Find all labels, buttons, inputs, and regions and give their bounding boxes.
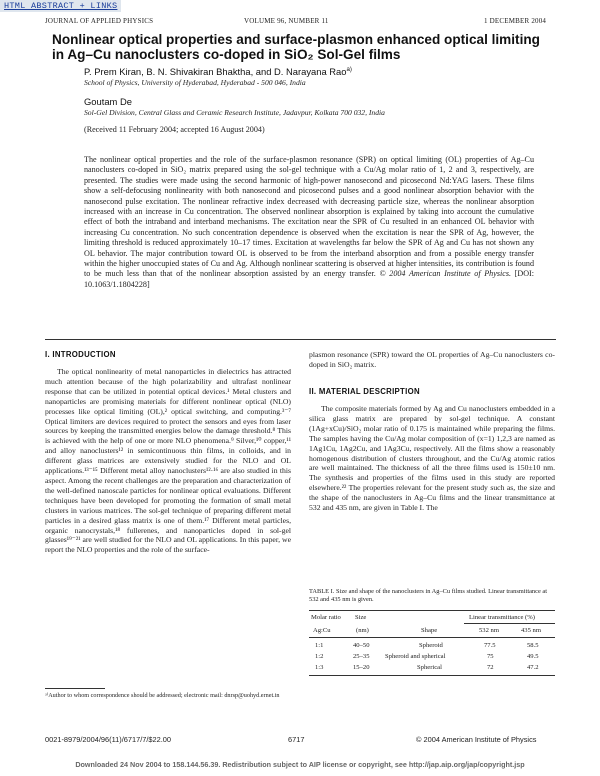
footer-copyright: © 2004 American Institute of Physics [416,735,537,744]
title-line-2: in Ag–Cu nanoclusters co-doped in SiO₂ Sol-Gel films [52,47,401,62]
material-description-text: The composite materials formed by Ag and Cu nanoclusters embedded in a silica glass matrix are prepared by sol-gel technique. A constant (1Ag+xCu)/SiO₂ molar ratio of 0.175 is maintained while preparing the films. The samples having the Cu/Ag molar composition of (x=1) 1,2,3 are named as 1Ag1Cu, 1Ag2Cu, and 1Ag3Cu, respectively. All the films show a reasonably homogenous distribution of clusters throughout, and the Cu/Ag atomic ratios are well maintained. The thickness of all the three films used is 150±10 nm. The synthesis and properties of the films used in this study are reported elsewhere.²² The properties relevant for the present study such as, the size and the shape of the nanoclusters in Ag–Cu films and the linear transmittance at 532 and 435 nm, are given in Table I. The [309,404,555,513]
header-shape: Shape [421,627,438,634]
abstract [84,155,534,290]
page-number: 6717 [288,735,305,744]
table-header-rule [309,637,555,638]
table-1 [309,610,555,686]
section-1-heading: I. INTRODUCTION [45,350,116,359]
introduction-text: The optical nonlinearity of metal nanoparticles in dielectrics has attracted much attention because of the high polarizability and ultrafast nonlinear response that can be utilized in potential optical devices.¹ Metal clusters and nanoparticles are promising materials for different nonlinear optical (NLO) processes like optical limiting (OL),² optical switching, and computing.³⁻⁷ Optical limiters are devices required to protect the sensors and eyes from laser sources by keeping the transmitted energies below the damage threshold.⁸ This is achieved with the help of one or more NLO phenomena.⁹ Silver,¹⁰ copper,¹¹ and alloy nanoclusters¹² in semicontinuous thin films, in colloids, and in different glass matrices are extensively studied for the NLO and OL applications.¹³⁻¹⁵ Different metal alloy nanoclusters¹²·¹⁶ are also studied in this aspect. Among the recent challenges are the preparation and characterization of the well-defined nanoscale particles for nonlinear optical evaluations. Different techniques have been developed for promoting the formation of small metal clusters in various matrices. The sol-gel technique of preparing different metal particles in a desired glass matrix is one of them.¹⁷ Different metal particles, organic nanocrystals,¹⁸ fullerenes, and nanoparticles doped in sol-gel glasses¹⁹⁻²¹ are well studied for the NLO and OL applications. In this paper, we report the NLO properties and the role of the surface- [45,367,291,555]
table-bottom-rule [309,675,555,676]
row3-shape: Spherical [417,664,442,671]
row2-shape: Spheroid and spherical [385,653,446,660]
issue-date: 1 DECEMBER 2004 [484,17,547,25]
paper-title [52,32,552,62]
table-caption: TABLE I. Size and shape of the nanoclusters in Ag–Cu films studied. Linear transmittance at 532 and 435 nm is given. [309,588,548,604]
row3-ratio: 1:3 [315,664,324,671]
transmittance-rule [464,623,555,624]
html-abstract-links[interactable]: HTML ABSTRACT + LINKS [0,0,121,12]
row2-size: 25–35 [353,653,370,660]
footnote-rule [45,688,105,689]
header-ag-cu: Ag:Cu [313,627,331,634]
row2-435: 49.5 [527,653,539,660]
section-2-heading: II. MATERIAL DESCRIPTION [309,387,420,396]
row1-435: 58.5 [527,642,539,649]
header-size: Size [355,614,367,621]
header-nm: (nm) [356,627,369,634]
issn-price: 0021-8979/2004/96(11)/6717/7/$22.00 [45,735,172,744]
title-line-1: Nonlinear optical properties and surface-plasmon enhanced optical limiting [52,32,540,47]
row1-shape: Spheroid [419,642,443,649]
abstract-divider [45,339,556,340]
authors-group-1 [84,66,352,77]
header-molar-ratio: Molar ratio [311,614,341,621]
row1-ratio: 1:1 [315,642,324,649]
intro-continuation: plasmon resonance (SPR) toward the OL properties of Ag–Cu nanoclusters co-doped in SiO₂ matrix. [309,350,555,369]
row1-size: 40–50 [353,642,370,649]
author-names-1: P. Prem Kiran, B. N. Shivakiran Bhaktha, and D. Narayana Rao [84,66,347,77]
footnote: ᵃ⁾Author to whom correspondence should be addressed; electronic mail: dnrsp@uohyd.ernet.in [45,692,280,699]
volume-number: VOLUME 96, NUMBER 11 [244,17,329,25]
row1-532: 77.5 [484,642,496,649]
received-dates: (Received 11 February 2004; accepted 16 August 2004) [84,125,265,134]
affiliation-1: School of Physics, University of Hyderabad, Hyderabad - 500 046, India [84,78,306,87]
row2-ratio: 1:2 [315,653,324,660]
table-top-rule [309,610,555,611]
journal-name: JOURNAL OF APPLIED PHYSICS [45,17,154,25]
doi: [DOI: 10.1063/1.1804228] [84,269,535,289]
header-linear-transmittance: Linear transmittance (%) [469,614,535,621]
row2-532: 75 [487,653,494,660]
row3-size: 15–20 [353,664,370,671]
header-435nm: 435 nm [521,627,541,634]
author-names-2: Goutam De [84,96,132,107]
row3-532: 72 [487,664,494,671]
abstract-copyright: © 2004 American Institute of Physics. [379,269,511,279]
download-notice: Downloaded 24 Nov 2004 to 158.144.56.39. Redistribution subject to AIP license or copyright, see http://jap.aip.org/jap/copyright.jsp [75,760,525,769]
abstract-text: The nonlinear optical properties and the role of the surface-plasmon resonance (SPR) on optical limiting (OL) properties of Ag–Cu nanoclusters co-doped in SiO₂ matrix prepared using the sol-gel technique with a Cu/Ag molar ratio of 1, 2 and 3, respectively, are presented. The studies were made using the second harmonic of high-power nanosecond and picosecond Nd:YAG lasers. These films show a self-defocusing nonlinearity with both nanosecond and picosecond pulses and a good nonlinear absorption behavior with the nanosecond pulse excitation. The nonlinear refractive index decreased with decreasing particle size, whereas the nonlinear absorption increased with an increase in Cu concentration. The observed nonlinear absorption is explained by taking into account the cumulative effect of both the intraband and interband mechanisms. The excitation near the SPR of Cu resulted in an enhanced OL behavior with increasing Cu concentration. No such concentration dependence is observed when the excitation is near the SPR of Ag, however, the limiting threshold is reduced approximately 10–17 times. Excitation at wavelengths far below the SPR of Ag and Cu has not shown any OL behavior. The major contribution toward OL is observed to be from the interband absorption and from a possible energy transfer within the higher unoccupied states of Cu and Ag. Although nonlinear scattering is observed at higher intensities, its contribution is found to be much less than that of the nonlinear absorption assisted by an energy transfer. [84,155,534,279]
affiliation-2: Sol-Gel Division, Central Glass and Ceramic Research Institute, Jadavpur, Kolkata 700 032, India [84,108,385,117]
header-532nm: 532 nm [479,627,499,634]
author-footnote-marker: a) [346,65,352,73]
row3-435: 47.2 [527,664,539,671]
